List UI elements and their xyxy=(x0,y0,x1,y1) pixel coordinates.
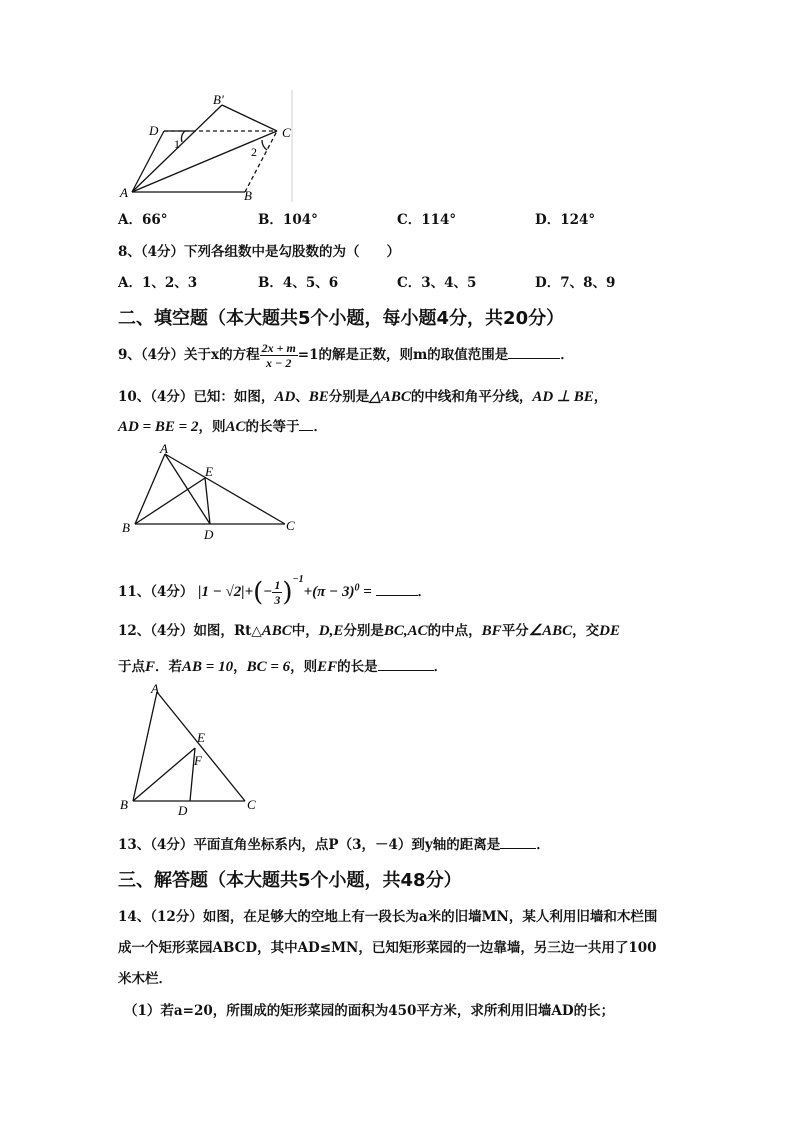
label-E: E xyxy=(197,730,205,745)
q7-option-c: C．114° xyxy=(397,212,457,228)
q7-option-d: D．124° xyxy=(535,212,596,228)
label-A: A xyxy=(160,441,168,456)
q13-question: 13、（4分）平面直角坐标系内，点P（3，－4）到y轴的距离是 ． xyxy=(118,837,550,853)
segment-AB xyxy=(133,692,157,801)
segment-AC xyxy=(165,454,285,524)
q9-fraction: $\frac{2x + m}{x - 2}$ xyxy=(261,341,296,370)
q10-line-2: AD = BE = 2，则AC的长等于 ． xyxy=(118,419,327,435)
segment-AC xyxy=(157,692,245,801)
q7-option-a: A．66° xyxy=(118,212,168,228)
q9-question: 9、（4分）关于x的方程 $\frac{2x + m}{x - 2}$ =1的解是正数，则m的取值范围是 ． xyxy=(118,341,574,370)
q8-option-a: A．1、2、3 xyxy=(118,275,198,291)
q11-abs-term: |1 − √2| xyxy=(198,584,245,600)
label-D: D xyxy=(204,527,214,542)
label-B: B xyxy=(244,188,252,203)
section-3-title: 三、解答题（本大题共5个小题，共48分） xyxy=(118,870,462,891)
segment-AC xyxy=(132,131,277,192)
q7-figure xyxy=(112,90,302,205)
label-D: D xyxy=(178,803,188,818)
label-C: C xyxy=(247,797,256,812)
angle-1-arc xyxy=(181,131,185,142)
q11-answer-blank xyxy=(376,583,418,596)
q8-option-b: B．4、5、6 xyxy=(258,275,339,291)
q7-option-b: B．104° xyxy=(258,212,318,228)
q11-question: 11、（4分） |1 − √2|+(− $\frac{1}{3}$ )$^{-1}+(\pi - 3)^0$ = ． xyxy=(118,574,432,608)
section-2-title: 二、填空题（本大题共5个小题，每小题4分，共20分） xyxy=(118,308,565,329)
q14-line-3: 米木栏． xyxy=(118,971,172,987)
angle-2-arc xyxy=(262,140,267,150)
label-B: B xyxy=(122,520,130,535)
q8-option-c: C．3、4、5 xyxy=(397,275,477,291)
label-E: E xyxy=(205,464,213,479)
q13-answer-blank xyxy=(500,836,536,849)
q12-line-2: 于点F．若AB = 10，BC = 6，则EF的长是 ． xyxy=(118,659,448,675)
q10-answer-blank xyxy=(299,418,313,431)
q14-part-1: （1）若a=20，所围成的矩形菜园的面积为450平方米，求所利用旧墙AD的长； xyxy=(124,1003,615,1019)
label-C: C xyxy=(286,518,295,533)
q8-option-d: D．7、8、9 xyxy=(535,275,616,291)
label-angle-2: 2 xyxy=(251,145,257,159)
segment-AD xyxy=(132,131,164,192)
label-C: C xyxy=(282,125,291,140)
q12-figure xyxy=(115,680,275,820)
segment-B-prime-C xyxy=(222,105,277,131)
q8-question: 8、（4分）下列各组数中是勾股数的为（ ） xyxy=(118,244,401,260)
q14-line-1: 14、（12分）如图，在足够大的空地上有一段长为a米的旧墙MN，某人利用旧墙和木栏围 xyxy=(118,909,658,925)
label-B-prime: B′ xyxy=(213,92,224,107)
segment-BC-dashed xyxy=(245,131,277,192)
q9-answer-blank xyxy=(508,346,560,359)
q10-line-1: 10、（4分）已知：如图，AD、BE分别是△ABC的中线和角平分线，AD ⊥ BE， xyxy=(118,389,608,405)
q11-fraction: $\frac{1}{3}$ xyxy=(274,578,281,607)
label-B: B xyxy=(120,797,128,812)
q14-line-2: 成一个矩形菜园ABCD，其中AD≤MN，已知矩形菜园的一边靠墙，另三边一共用了100 xyxy=(118,940,657,956)
label-angle-1: 1 xyxy=(174,137,180,151)
q10-figure xyxy=(115,440,305,545)
q12-line-1: 12、（4分）如图，Rt△ABC中，D,E分别是BC,AC的中点，BF平分∠ABC，交DE xyxy=(118,623,620,639)
label-A: A xyxy=(151,681,159,696)
label-F: F xyxy=(194,753,202,768)
label-D: D xyxy=(149,123,159,138)
q12-answer-blank xyxy=(378,658,434,671)
label-A: A xyxy=(120,185,128,200)
